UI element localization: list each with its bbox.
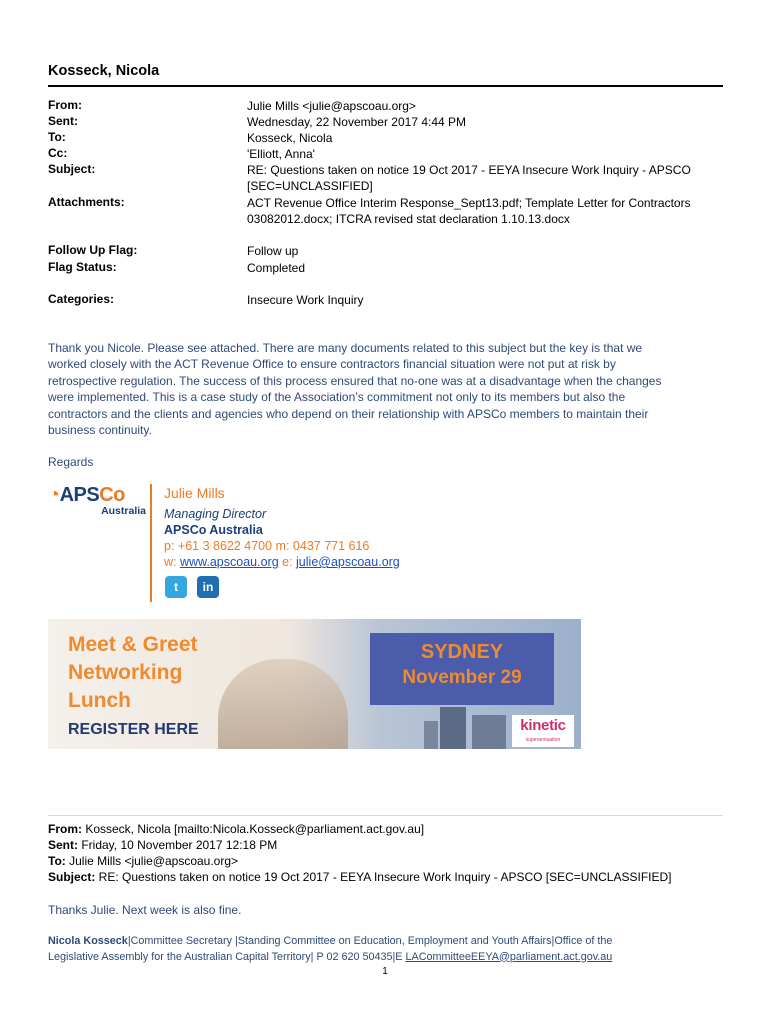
body-line-1: Thank you Nicole. Please see attached. There are many documents related to this subject but the key is that we — [48, 341, 643, 355]
logo-aps: APS — [59, 484, 100, 506]
logo-co: Co — [99, 484, 125, 506]
banner-heading-2: Networking — [68, 661, 183, 684]
followup-label: Follow Up Flag: — [48, 243, 138, 257]
banner-person-image — [218, 659, 348, 749]
banner-building — [424, 721, 438, 749]
footer-line-2-text: Legislative Assembly for the Australian Capital Territory| P 02 620 50435|E — [48, 950, 406, 963]
footer-name: Nicola Kosseck — [48, 935, 128, 947]
forward-subject-value: RE: Questions taken on notice 19 Oct 2017 - EEYA Insecure Work Inquiry - APSCO [SEC=UNCLASSIFIED] — [95, 870, 672, 884]
email-link[interactable]: julie@apscoau.org — [296, 555, 400, 569]
followup-value: Follow up — [247, 244, 299, 258]
forward-sent-label: Sent: — [48, 838, 78, 852]
banner-heading-3: Lunch — [68, 689, 131, 712]
forward-divider — [48, 815, 723, 816]
forward-from — [48, 821, 424, 837]
subject-line-1: RE: Questions taken on notice 19 Oct 2017 - EEYA Insecure Work Inquiry - APSCO — [247, 163, 691, 177]
forward-sent-value: Friday, 10 November 2017 12:18 PM — [78, 838, 278, 852]
flagstatus-label: Flag Status: — [48, 260, 117, 274]
cc-label: Cc: — [48, 146, 68, 160]
subject-line-2: [SEC=UNCLASSIFIED] — [247, 179, 373, 193]
forward-from-label: From: — [48, 822, 82, 836]
forward-thanks: Thanks Julie. Next week is also fine. — [48, 903, 242, 917]
sent-label: Sent: — [48, 114, 78, 128]
logo-wordmark — [48, 484, 146, 507]
forward-to-label: To: — [48, 854, 66, 868]
attachments-label: Attachments: — [48, 195, 125, 209]
banner-building — [440, 707, 466, 749]
twitter-icon[interactable]: t — [165, 576, 187, 598]
apsco-logo — [48, 484, 146, 520]
title-divider — [48, 85, 723, 87]
regards-text: Regards — [48, 455, 94, 469]
footer-line-1 — [48, 934, 728, 950]
page-number: 1 — [382, 966, 388, 977]
signature-org: APSCo Australia — [164, 523, 263, 537]
body-line-2: worked closely with the ACT Revenue Office to ensure contractors financial situation were not put at risk by — [48, 357, 616, 372]
website-link[interactable]: www.apscoau.org — [179, 555, 279, 569]
banner-date: November 29 — [402, 667, 522, 688]
footer-line-1-rest: |Committee Secretary |Standing Committee on Education, Employment and Youth Affairs|Office of the — [127, 935, 613, 947]
forward-from-value: Kosseck, Nicola [mailto:Nicola.Kosseck@parliament.act.gov.au] — [82, 822, 425, 836]
forward-sent — [48, 837, 277, 853]
banner-register[interactable]: REGISTER HERE — [68, 721, 199, 738]
body-line-4: were implemented. This is a case study of the Association’s commitment not only to its members but also the — [48, 390, 626, 405]
attachments-line-1: ACT Revenue Office Interim Response_Sept13.pdf; Template Letter for Contractors — [247, 196, 691, 210]
forward-to — [48, 853, 238, 869]
subject-value — [247, 162, 727, 194]
body-line-6: business continuity. — [48, 423, 152, 438]
signature-name: Julie Mills — [164, 485, 225, 501]
body-line-5: contractors and the clients and agencies who depend on their relationship with APSCo members to maintain their — [48, 406, 649, 421]
page-title: Kosseck, Nicola — [48, 63, 160, 79]
forward-subject-label: Subject: — [48, 870, 96, 884]
signature-phone: p: +61 3 8622 4700 m: 0437 771 616 — [164, 539, 370, 553]
forward-subject — [48, 869, 671, 885]
footer-line-2 — [48, 950, 728, 966]
kinetic-sub: superannuation — [525, 737, 561, 743]
kinetic-wordmark: kinetic — [520, 717, 566, 734]
sent-value: Wednesday, 22 November 2017 4:44 PM — [247, 115, 467, 129]
cc-value: 'Elliott, Anna' — [247, 147, 315, 161]
from-value: Julie Mills <julie@apscoau.org> — [247, 99, 416, 113]
banner-building — [472, 715, 506, 749]
signature-contact — [164, 555, 400, 569]
to-value: Kosseck, Nicola — [247, 131, 333, 145]
email-prefix: e: — [278, 555, 297, 569]
event-banner[interactable] — [48, 619, 581, 749]
logo-ring-icon: ◔ — [48, 484, 60, 506]
logo-sub: Australia — [101, 505, 146, 517]
web-prefix: w: — [164, 555, 180, 569]
linkedin-icon[interactable]: in — [197, 576, 219, 598]
attachments-value — [247, 195, 727, 227]
banner-city: SYDNEY — [420, 641, 504, 663]
categories-value: Insecure Work Inquiry — [247, 293, 364, 307]
body-line-3: retrospective regulation. The success of this process ensured that no-one was at a disadvantage when the changes — [48, 373, 662, 388]
flagstatus-value: Completed — [247, 261, 306, 275]
footer-signature — [48, 934, 728, 965]
banner-heading-1: Meet & Greet — [68, 633, 198, 656]
subject-label: Subject: — [48, 162, 96, 176]
forward-to-value: Julie Mills <julie@apscoau.org> — [65, 854, 239, 868]
to-label: To: — [48, 130, 66, 144]
signature-role: Managing Director — [164, 507, 267, 521]
message-body — [48, 340, 723, 438]
attachments-line-2: 03082012.docx; ITCRA revised stat declaration 1.10.13.docx — [247, 212, 570, 226]
footer-email-link[interactable]: LACommitteeEEYA@parliament.act.gov.au — [405, 950, 613, 963]
kinetic-logo — [512, 715, 574, 747]
categories-label: Categories: — [48, 292, 115, 306]
from-label: From: — [48, 98, 82, 112]
signature-divider — [150, 484, 152, 602]
